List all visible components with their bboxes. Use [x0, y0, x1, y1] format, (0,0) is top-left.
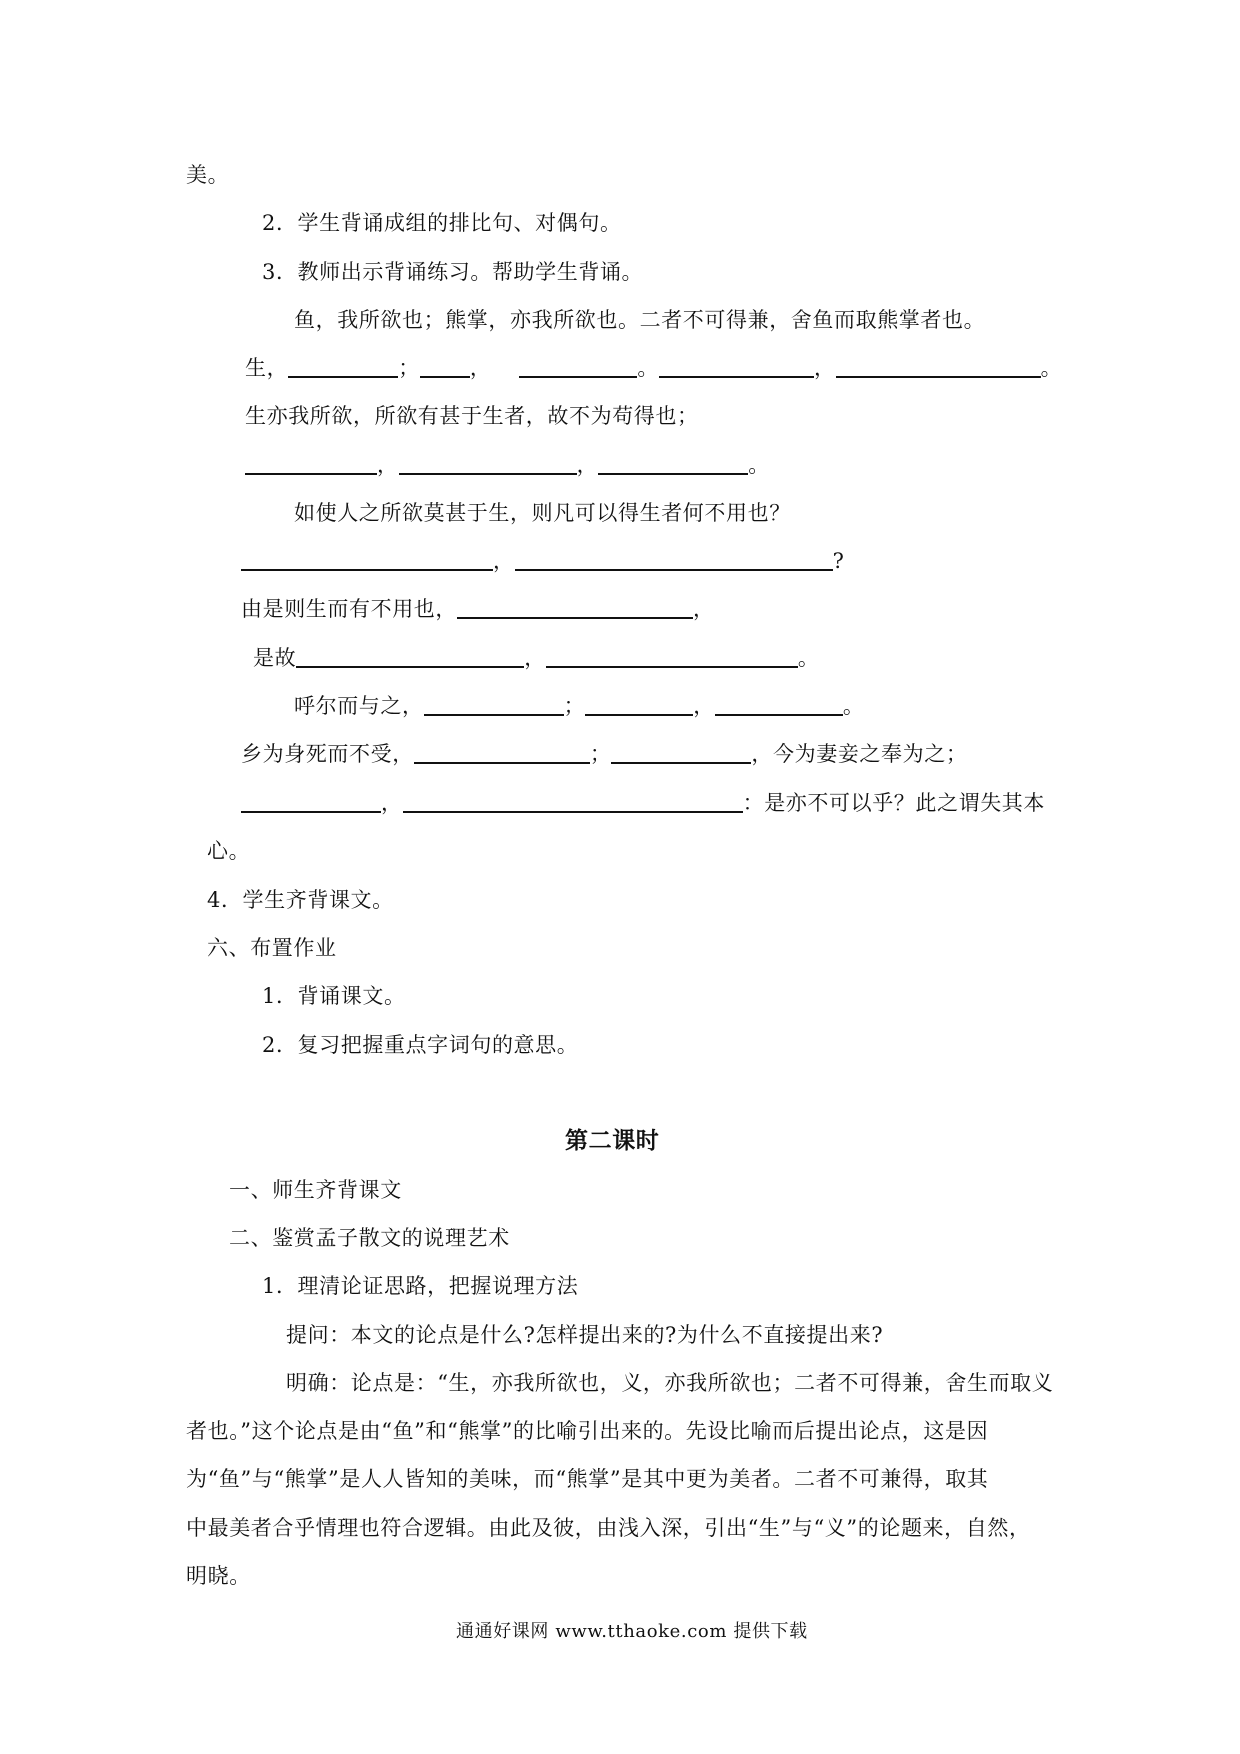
segment: ， — [576, 453, 599, 477]
blank-line — [414, 744, 590, 764]
text-line: 者也。”这个论点是由“鱼”和“熊掌”的比喻引出来的。先设比喻而后提出论点，这是因 — [186, 1419, 989, 1443]
segment: ， — [493, 549, 515, 573]
text-line: 为“鱼”与“熊掌”是人人皆知的美味，而“熊掌”是其中更为美者。二者不可兼得，取其 — [186, 1467, 989, 1491]
segment: ? — [832, 549, 845, 573]
segment: ， — [381, 791, 403, 815]
segment: ； — [398, 356, 420, 380]
text-line: 心。 — [207, 839, 251, 863]
segment: 。 — [637, 356, 660, 380]
segment: 。 — [797, 646, 820, 670]
fill-blank-line — [241, 739, 967, 769]
text-line: 如使人之所欲莫甚于生，则凡可以得生者何不用也？ — [294, 501, 791, 525]
blank-line — [420, 358, 470, 378]
text-line: 六、布置作业 — [207, 936, 337, 960]
blank-line — [296, 648, 524, 668]
segment: ：是亦不可以乎？此之谓失其本 — [742, 791, 1046, 815]
text-line: 4．学生齐背课文。 — [207, 888, 394, 912]
text-line: 2．学生背诵成组的排比句、对偶句。 — [262, 211, 622, 235]
fill-blank-line — [245, 450, 770, 480]
segment: 。 — [842, 694, 865, 718]
segment: 。 — [748, 453, 770, 477]
segment: 呼尔而与之， — [294, 694, 424, 718]
blank-line — [288, 358, 398, 378]
text-line: 提问：本文的论点是什么?怎样提出来的?为什么不直接提出来? — [286, 1323, 884, 1347]
text-line: 1．理清论证思路，把握说理方法 — [262, 1274, 579, 1298]
text-line: 3．教师出示背诵练习。帮助学生背诵。 — [262, 260, 644, 284]
blank-line — [611, 744, 751, 764]
segment: 。 — [1040, 356, 1063, 380]
blank-line — [515, 551, 833, 571]
blank-line — [585, 696, 693, 716]
text-line: 美。 — [186, 163, 230, 187]
text-line: 明晓。 — [186, 1564, 251, 1588]
blank-line — [519, 358, 637, 378]
segment: 由是则生而有不用也， — [241, 597, 457, 621]
segment: 是故 — [253, 646, 297, 670]
segment: ， — [693, 694, 715, 718]
text-line: 中最美者合乎情理也符合逻辑。由此及彼，由浅入深，引出“生”与“义”的论题来，自然， — [186, 1516, 1031, 1540]
footer-text: 通通好课网 www.tthaoke.com 提供下载 — [456, 1621, 808, 1642]
blank-line — [241, 551, 493, 571]
text-line: 一、师生齐背课文 — [229, 1178, 402, 1202]
segment: ， — [524, 646, 546, 670]
blank-line — [715, 696, 843, 716]
text-line: 生亦我所欲，所欲有甚于生者，故不为苟得也； — [245, 404, 699, 428]
fill-blank-line — [294, 691, 864, 721]
fill-blank-line — [241, 546, 844, 576]
fill-blank-line — [241, 594, 715, 624]
segment: ； — [563, 694, 586, 718]
fill-blank-line — [245, 353, 1062, 383]
text-line: 1．背诵课文。 — [262, 984, 406, 1008]
blank-line — [245, 455, 377, 475]
blank-line — [659, 358, 814, 378]
segment: ，今为妻妾之奉为之； — [751, 742, 968, 766]
fill-blank-line — [253, 643, 819, 673]
blank-line — [403, 793, 743, 813]
fill-blank-line — [241, 788, 1045, 818]
text-line: 鱼，我所欲也；熊掌，亦我所欲也。二者不可得兼，舍鱼而取熊掌者也。 — [294, 308, 986, 332]
blank-line — [598, 455, 748, 475]
segment: ， — [377, 453, 399, 477]
blank-line — [424, 696, 564, 716]
blank-line — [241, 793, 381, 813]
segment: ， — [693, 597, 715, 621]
segment: 生， — [245, 356, 289, 380]
text-line: 2．复习把握重点字词句的意思。 — [262, 1033, 579, 1057]
segment: 乡为身死而不受， — [241, 742, 414, 766]
blank-line — [836, 358, 1041, 378]
blank-line — [546, 648, 798, 668]
blank-line — [457, 599, 693, 619]
segment: ， — [814, 356, 836, 380]
segment: ； — [589, 742, 612, 766]
section-title: 第二课时 — [565, 1127, 660, 1154]
blank-line — [399, 455, 577, 475]
text-line: 明确：论点是：“生，亦我所欲也，义，亦我所欲也；二者不可得兼，舍生而取义 — [286, 1371, 1054, 1395]
segment: ， — [469, 356, 492, 380]
text-line: 二、鉴赏孟子散文的说理艺术 — [229, 1226, 510, 1250]
